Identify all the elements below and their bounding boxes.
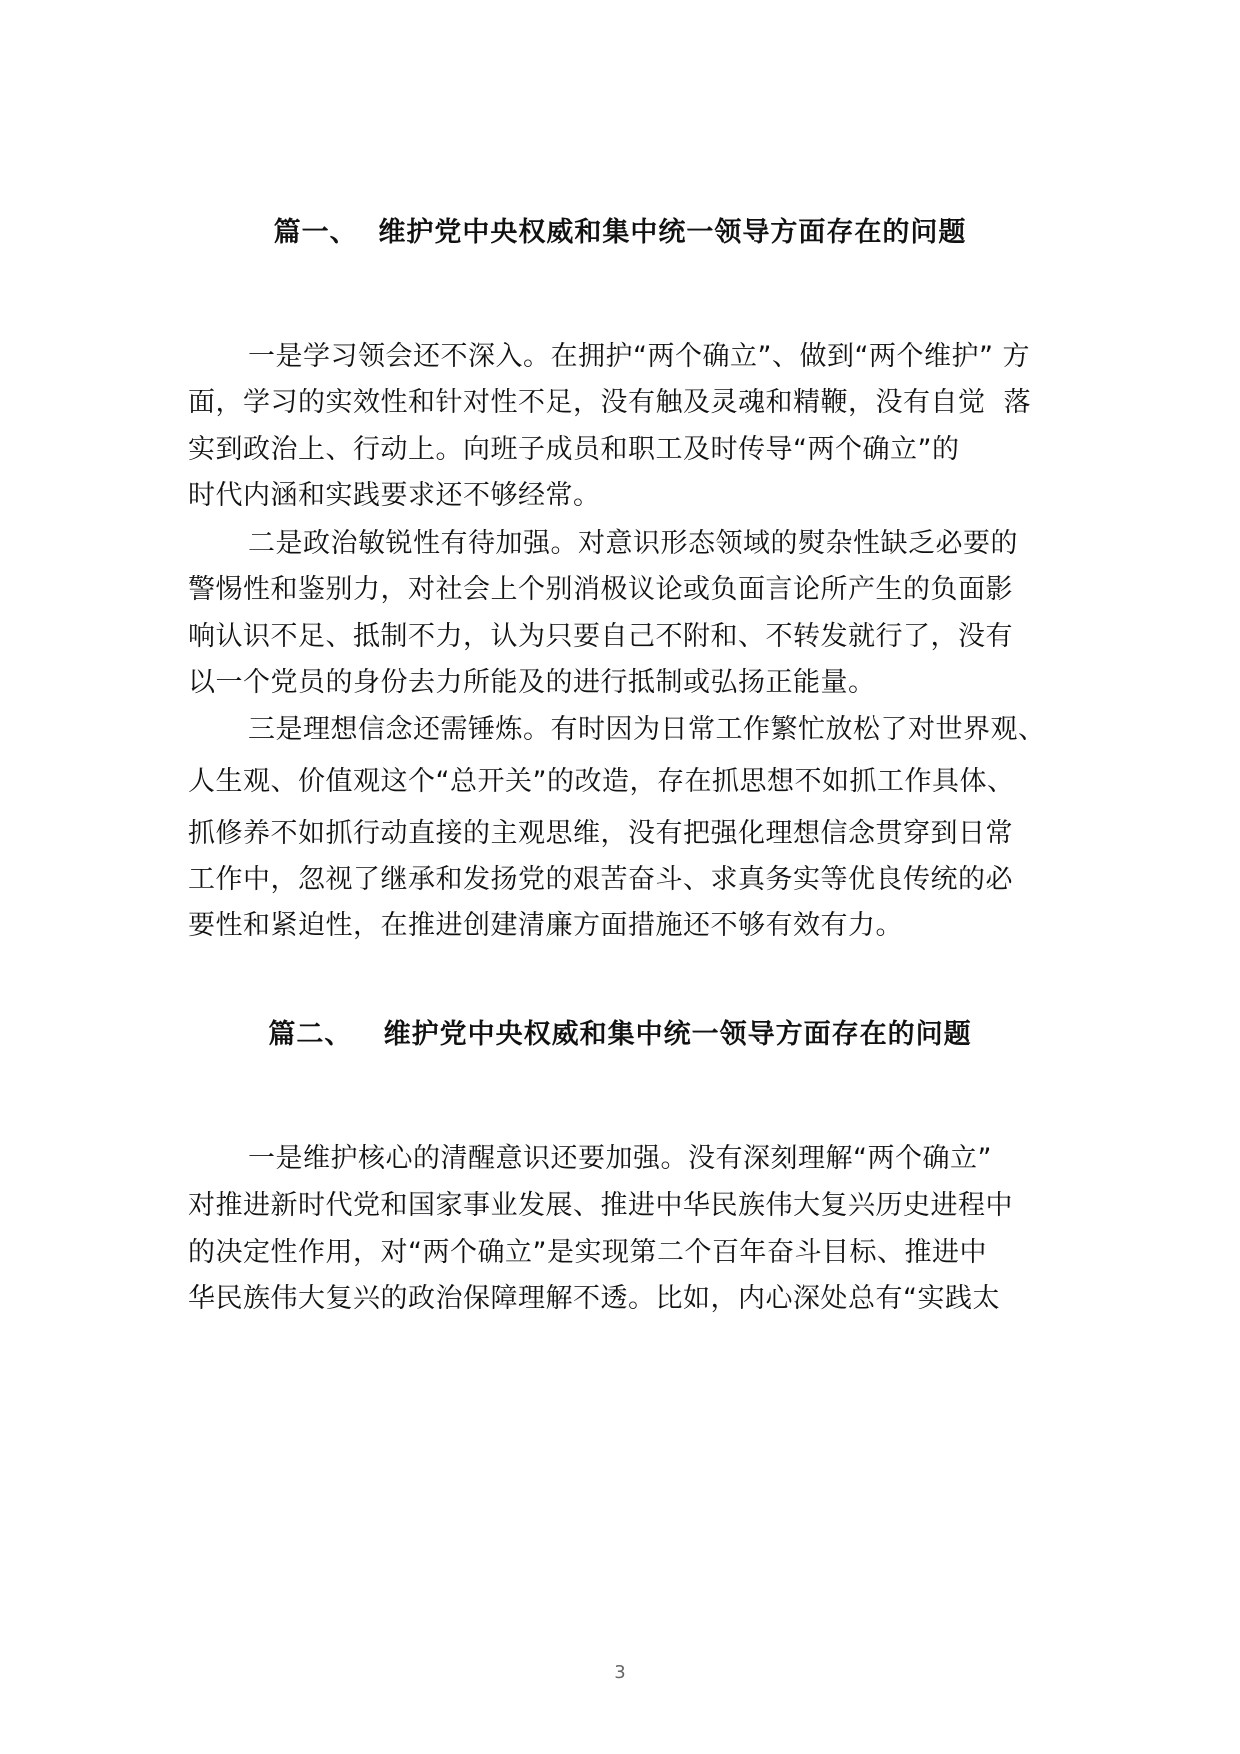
paragraph-line: 实到政治上、行动上。向班子成员和职工及时传导“两个确立”的 xyxy=(188,434,960,465)
paragraph-line: 响认识不足、抵制不力，认为只要自己不附和、不转发就行了，没有 xyxy=(188,621,1013,652)
paragraph-line: 抓修养不如抓行动直接的主观思维，没有把强化理想信念贯穿到日常 xyxy=(188,818,1013,849)
paragraph-line: 要性和紧迫性，在推进创建清廉方面措施还不够有效有力。 xyxy=(188,910,903,941)
paragraph-line: 的决定性作用，对“两个确立”是实现第二个百年奋斗目标、推进中 xyxy=(188,1237,987,1268)
paragraph-line: 面，学习的实效性和针对性不足，没有触及灵魂和精鞭，没有自觉 落 xyxy=(188,387,1032,418)
page-number: 3 xyxy=(614,1662,626,1683)
paragraph-line: 一是维护核心的清醒意识还要加强。没有深刻理解“两个确立” xyxy=(248,1143,992,1174)
paragraph-line: 三是理想信念还需锤炼。有时因为日常工作繁忙放松了对世界观、 xyxy=(248,714,1046,745)
section-1-title: 篇一、 维护党中央权威和集中统一领导方面存在的问题 xyxy=(273,217,967,248)
paragraph-line: 一是学习领会还不深入。在拥护“两个确立”、做到“两个维护” 方 xyxy=(248,341,1031,372)
paragraph-line: 工作中，忽视了继承和发扬党的艰苦奋斗、求真务实等优良传统的必 xyxy=(188,864,1013,895)
paragraph-line: 以一个党员的身份去力所能及的进行抵制或弘扬正能量。 xyxy=(188,667,876,698)
section-2-title: 篇二、 维护党中央权威和集中统一领导方面存在的问题 xyxy=(268,1019,972,1050)
paragraph-line: 时代内涵和实践要求还不够经常。 xyxy=(188,480,601,511)
paragraph-line: 二是政治敏锐性有待加强。对意识形态领域的熨杂性缺乏必要的 xyxy=(248,528,1018,559)
paragraph-line: 华民族伟大复兴的政治保障理解不透。比如，内心深处总有“实践太 xyxy=(188,1283,1000,1314)
paragraph-line: 警惕性和鉴别力，对社会上个别消极议论或负面言论所产生的负面影 xyxy=(188,574,1013,605)
paragraph-line: 人生观、价值观这个“总开关”的改造，存在抓思想不如抓工作具体、 xyxy=(188,766,1015,797)
paragraph-line: 对推进新时代党和国家事业发展、推进中华民族伟大复兴历史进程中 xyxy=(188,1190,1013,1221)
